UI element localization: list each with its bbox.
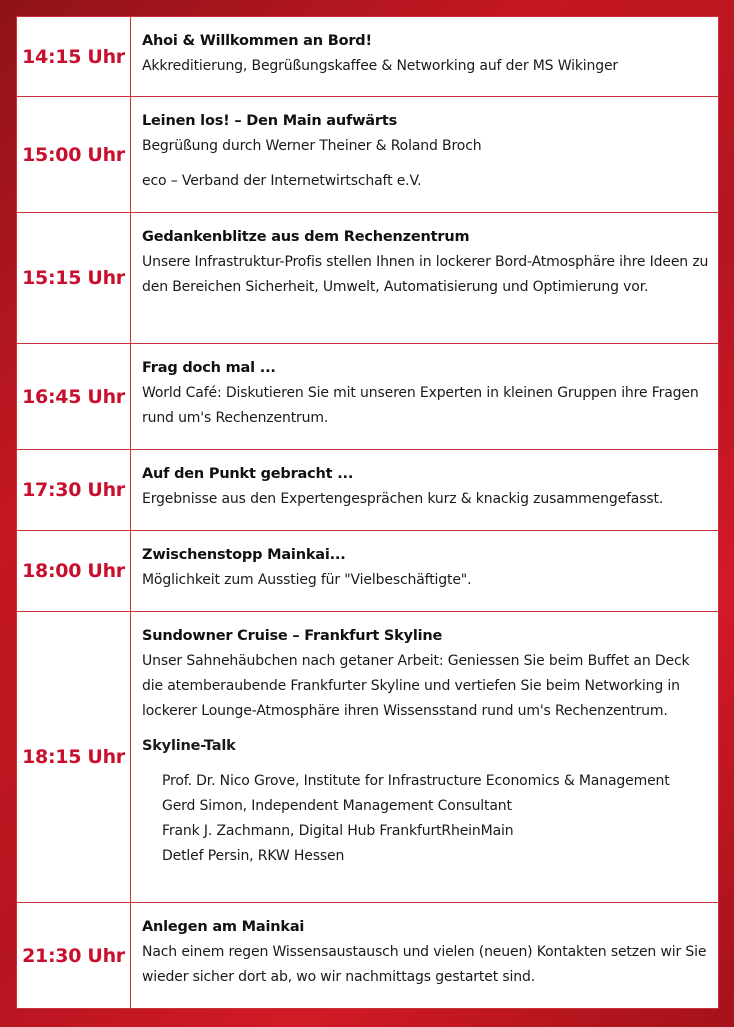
speaker-item: Detlef Persin, RKW Hessen — [162, 848, 345, 864]
agenda-time: 17:30 Uhr — [17, 450, 131, 530]
agenda-row — [17, 96, 718, 212]
agenda-time: 15:00 Uhr — [17, 97, 131, 212]
agenda-row — [17, 212, 718, 343]
agenda-row — [17, 343, 718, 449]
agenda-title: Leinen los! – Den Main aufwärts — [142, 113, 397, 129]
agenda-description: Unsere Infrastruktur-Profis stellen Ihnen in lockerer Bord-Atmosphäre ihre Ideen zu den Bereichen Sicherheit, Umwelt, Automatisierung und Optimierung vor. — [142, 254, 709, 295]
agenda-content — [131, 213, 718, 343]
speaker-item: Gerd Simon, Independent Management Consultant — [162, 798, 512, 814]
agenda-time: 18:15 Uhr — [17, 612, 131, 902]
agenda-time: 18:00 Uhr — [17, 531, 131, 611]
speaker-item: Prof. Dr. Nico Grove, Institute for Infrastructure Economics & Management — [162, 773, 670, 789]
agenda-description: Begrüßung durch Werner Theiner & Roland Broch — [142, 138, 482, 154]
agenda-row — [17, 902, 718, 1009]
agenda-content — [131, 344, 718, 449]
agenda-content — [131, 531, 718, 611]
agenda-description: Ergebnisse aus den Expertengesprächen kurz & knackig zusammengefasst. — [142, 491, 664, 507]
agenda-title: Auf den Punkt gebracht ... — [142, 466, 354, 482]
agenda-row — [17, 611, 718, 902]
agenda-row — [17, 449, 718, 530]
agenda-time: 16:45 Uhr — [17, 344, 131, 449]
agenda-time: 15:15 Uhr — [17, 213, 131, 343]
agenda-title: Gedankenblitze aus dem Rechenzentrum — [142, 229, 470, 245]
agenda-content — [131, 17, 718, 96]
agenda-time: 21:30 Uhr — [17, 903, 131, 1008]
agenda-description: Möglichkeit zum Ausstieg für "Vielbeschäftigte". — [142, 572, 472, 588]
agenda-description: Nach einem regen Wissensaustausch und vielen (neuen) Kontakten setzen wir Sie wieder sicher dort ab, wo wir nachmittags gestartet sind. — [142, 944, 707, 985]
agenda-time: 14:15 Uhr — [17, 17, 131, 96]
agenda-title: Sundowner Cruise – Frankfurt Skyline — [142, 628, 443, 644]
agenda-content — [131, 612, 718, 902]
agenda-table — [16, 16, 719, 1009]
agenda-title: Frag doch mal ... — [142, 360, 276, 376]
agenda-content — [131, 903, 718, 1008]
speaker-item: Frank J. Zachmann, Digital Hub FrankfurtRheinMain — [162, 823, 514, 839]
agenda-row — [17, 530, 718, 611]
agenda-subtitle: Skyline-Talk — [142, 738, 236, 754]
agenda-title: Zwischenstopp Mainkai... — [142, 547, 346, 563]
agenda-description: Akkreditierung, Begrüßungskaffee & Networking auf der MS Wikinger — [142, 58, 619, 74]
agenda-title: Ahoi & Willkommen an Bord! — [142, 33, 372, 49]
agenda-description: World Café: Diskutieren Sie mit unseren Experten in kleinen Gruppen ihre Fragen rund um's Rechenzentrum. — [142, 385, 699, 426]
agenda-content — [131, 450, 718, 530]
agenda-row — [17, 16, 718, 96]
agenda-description: eco – Verband der Internetwirtschaft e.V. — [142, 173, 422, 189]
agenda-description: Unser Sahnehäubchen nach getaner Arbeit: Geniessen Sie beim Buffet an Deck die atemberaubende Frankfurter Skyline und vertiefen Sie beim Networking in lockerer Lounge-Atmosphäre ihren Wissensstand rund um's Rechenzentrum. — [142, 653, 690, 719]
speaker-list — [142, 769, 710, 869]
agenda-content — [131, 97, 718, 212]
agenda-title: Anlegen am Mainkai — [142, 919, 305, 935]
